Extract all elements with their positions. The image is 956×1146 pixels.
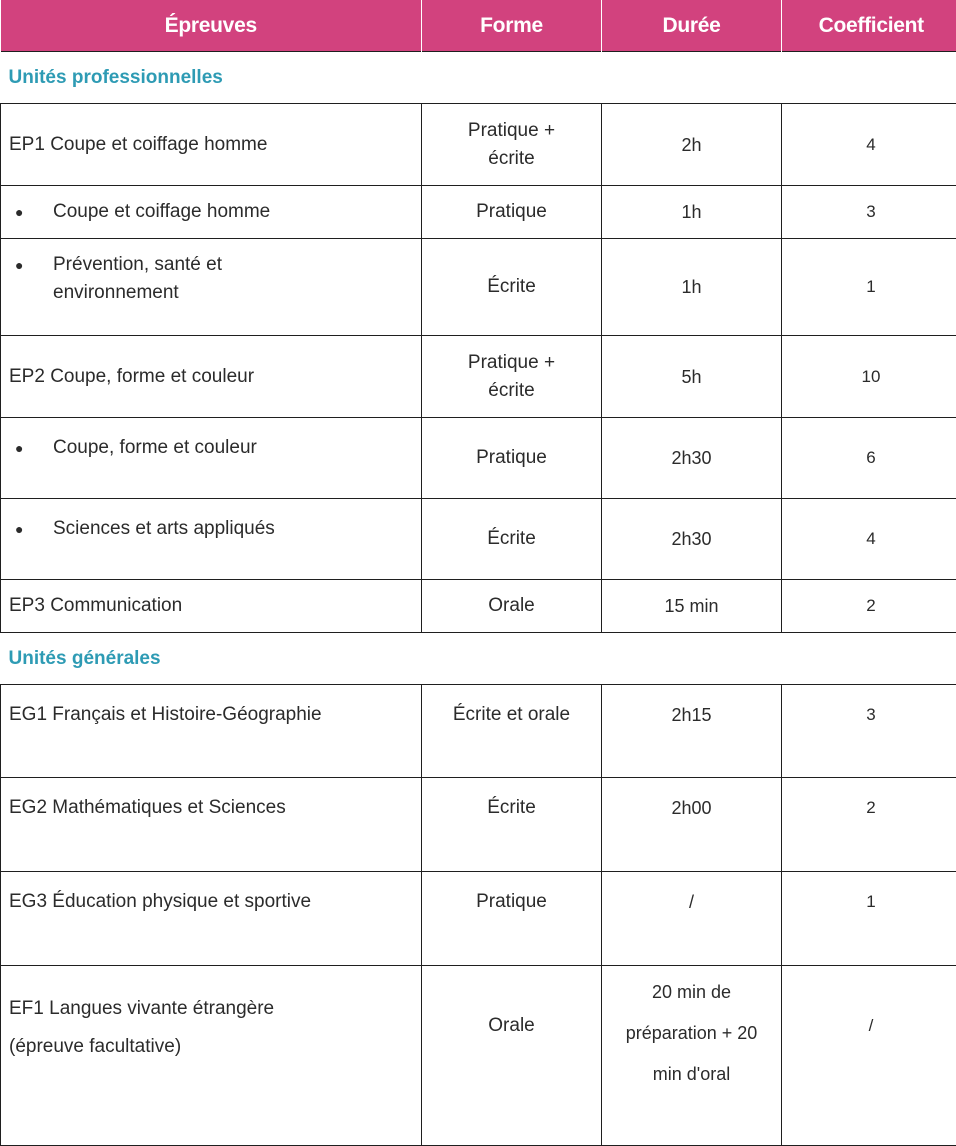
forme-cell (422, 336, 602, 418)
table-row (1, 872, 956, 966)
epreuve-text: Coupe, forme et couleur (53, 434, 393, 462)
coef-cell: 2 (782, 778, 956, 872)
table-row (1, 418, 956, 499)
epreuve-text: Sciences et arts appliqués (53, 515, 393, 543)
coef-cell: 4 (782, 104, 956, 186)
forme-cell: Orale (422, 966, 602, 1146)
epreuve-cell: EG3 Éducation physique et sportive (1, 872, 422, 966)
duree-cell: 2h30 (602, 418, 782, 499)
duree-cell: / (602, 872, 782, 966)
bullet-icon: ● (15, 198, 53, 226)
table-row (1, 239, 956, 336)
epreuve-cell: EP2 Coupe, forme et couleur (1, 336, 422, 418)
forme-cell: Écrite et orale (422, 685, 602, 778)
epreuve-cell (1, 186, 422, 239)
duree-cell: 15 min (602, 580, 782, 633)
forme-cell: Pratique (422, 872, 602, 966)
section-row (1, 633, 956, 685)
duree-cell (602, 966, 782, 1146)
duree-cell: 1h (602, 239, 782, 336)
header-duree: Durée (602, 0, 782, 52)
table-row (1, 580, 956, 633)
forme-cell: Pratique (422, 418, 602, 499)
forme-cell: Pratique (422, 186, 602, 239)
coef-cell: 1 (782, 239, 956, 336)
epreuve-text: Prévention, santé et environnement (53, 251, 283, 307)
table-row (1, 499, 956, 580)
epreuve-cell (1, 239, 422, 336)
epreuve-cell (1, 499, 422, 580)
coef-cell: 3 (782, 685, 956, 778)
header-row (1, 0, 956, 52)
coef-cell: 6 (782, 418, 956, 499)
table-row (1, 685, 956, 778)
duree-cell: 5h (602, 336, 782, 418)
table-row (1, 104, 956, 186)
duree-cell: 2h15 (602, 685, 782, 778)
duree-cell: 2h00 (602, 778, 782, 872)
coef-cell: 3 (782, 186, 956, 239)
table-row (1, 186, 956, 239)
forme-text: Pratique + écrite (457, 349, 567, 405)
forme-text: Pratique + écrite (457, 117, 567, 173)
bullet-icon: ● (15, 515, 53, 543)
epreuve-cell (1, 966, 422, 1146)
coef-cell: / (782, 966, 956, 1146)
epreuve-cell: EP3 Communication (1, 580, 422, 633)
forme-cell: Orale (422, 580, 602, 633)
duree-cell: 2h30 (602, 499, 782, 580)
duree-cell: 2h (602, 104, 782, 186)
table-row (1, 778, 956, 872)
epreuve-cell: EP1 Coupe et coiffage homme (1, 104, 422, 186)
table-row (1, 966, 956, 1146)
coef-cell: 1 (782, 872, 956, 966)
coef-cell: 4 (782, 499, 956, 580)
epreuve-cell: EG2 Mathématiques et Sciences (1, 778, 422, 872)
duree-cell: 1h (602, 186, 782, 239)
forme-cell: Écrite (422, 499, 602, 580)
section-title-gen: Unités générales (1, 633, 956, 685)
bullet-icon: ● (15, 251, 53, 279)
coef-cell: 2 (782, 580, 956, 633)
table-row (1, 336, 956, 418)
header-coefficient: Coefficient (782, 0, 956, 52)
epreuve-cell (1, 418, 422, 499)
bullet-icon: ● (15, 434, 53, 462)
epreuve-text: EF1 Langues vivante étrangère (épreuve facultative) (9, 990, 349, 1066)
forme-cell (422, 104, 602, 186)
coef-cell: 10 (782, 336, 956, 418)
epreuve-text: Coupe et coiffage homme (53, 198, 393, 226)
header-forme: Forme (422, 0, 602, 52)
duree-text: 20 min de préparation + 20 min d'oral (617, 972, 767, 1095)
header-epreuves: Épreuves (1, 0, 422, 52)
section-title-pro: Unités professionnelles (1, 52, 956, 104)
forme-cell: Écrite (422, 239, 602, 336)
forme-cell: Écrite (422, 778, 602, 872)
section-row (1, 52, 956, 104)
epreuve-cell: EG1 Français et Histoire-Géographie (1, 685, 422, 778)
